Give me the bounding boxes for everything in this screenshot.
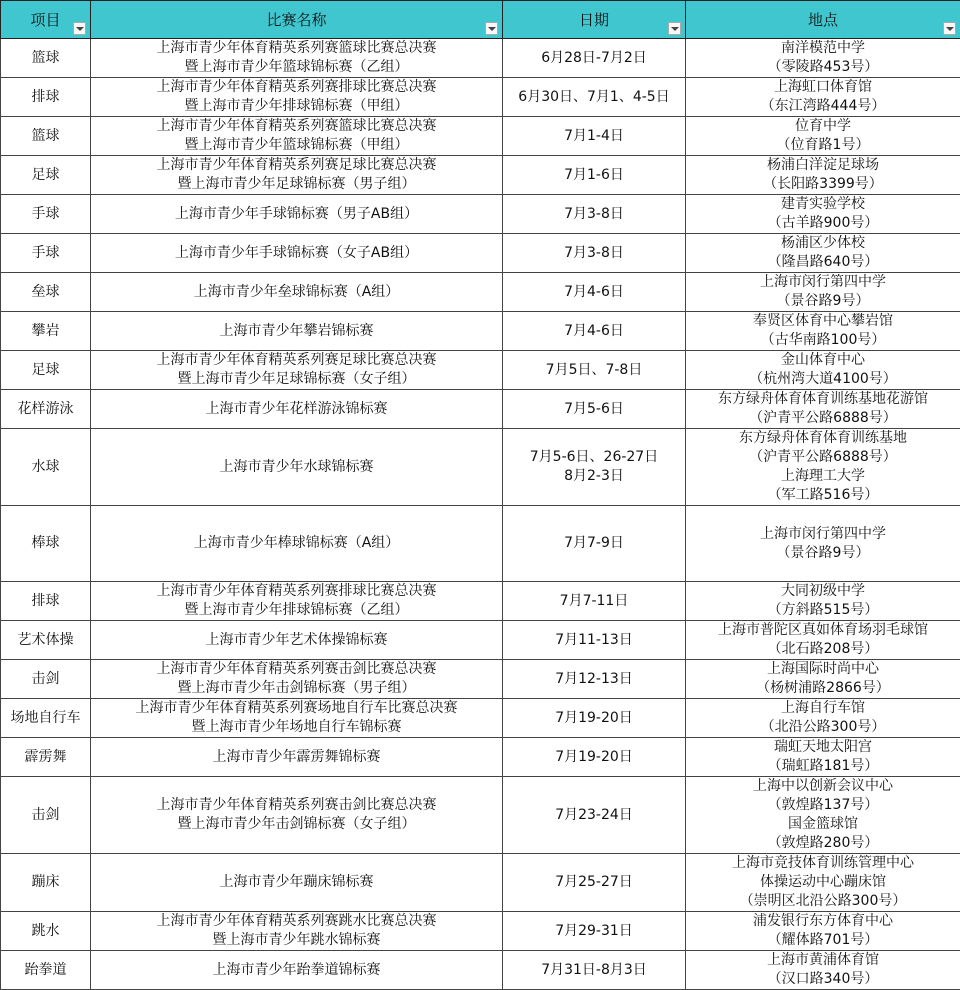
table-row: [1, 854, 960, 912]
cell-competition-name-line: 上海市青少年艺术体操锦标赛: [93, 631, 500, 650]
cell-date: [503, 429, 686, 506]
cell-date: [503, 621, 686, 660]
cell-sport: 击剑: [1, 777, 91, 854]
cell-competition-name-line: 上海市青少年体育精英系列赛排球比赛总决赛: [93, 582, 500, 601]
cell-date: [503, 660, 686, 699]
cell-venue-line: 上海市黄浦体育馆: [688, 951, 958, 970]
cell-competition-name-line: 上海市青少年体育精英系列赛排球比赛总决赛: [93, 78, 500, 97]
cell-date-line: 6月28日-7月2日: [505, 49, 683, 68]
cell-venue: [686, 951, 960, 990]
cell-sport: 蹦床: [1, 854, 91, 912]
cell-competition-name-line: 上海市青少年花样游泳锦标赛: [93, 400, 500, 419]
cell-sport: 水球: [1, 429, 91, 506]
cell-venue-line: （敦煌路137号）: [688, 796, 958, 815]
cell-date: [503, 351, 686, 390]
cell-venue-line: 金山体育中心: [688, 351, 958, 370]
cell-venue-line: 位育中学: [688, 117, 958, 136]
cell-date: [503, 117, 686, 156]
cell-date-line: 7月7-11日: [505, 592, 683, 611]
cell-date-line: 7月23-24日: [505, 806, 683, 825]
cell-venue-line: 杨浦区少体校: [688, 234, 958, 253]
cell-date: [503, 234, 686, 273]
cell-date-line: 7月1-4日: [505, 127, 683, 146]
cell-date: [503, 195, 686, 234]
cell-venue-line: 建青实验学校: [688, 195, 958, 214]
table-row: [1, 351, 960, 390]
cell-competition-name-line: 暨上海市青少年跳水锦标赛: [93, 931, 500, 950]
cell-venue-line: 东方绿舟体育体育训练基地: [688, 429, 958, 448]
cell-venue-line: （古羊路900号）: [688, 214, 958, 233]
cell-venue: [686, 156, 960, 195]
cell-venue-line: （东江湾路444号）: [688, 97, 958, 116]
filter-dropdown-icon[interactable]: [485, 22, 498, 35]
cell-venue-line: 奉贤区体育中心攀岩馆: [688, 312, 958, 331]
cell-date-line: 7月29-31日: [505, 922, 683, 941]
cell-competition-name: [91, 777, 503, 854]
cell-venue: [686, 312, 960, 351]
cell-venue-line: （汉口路340号）: [688, 970, 958, 989]
cell-venue-line: （隆昌路640号）: [688, 253, 958, 272]
cell-competition-name-line: 上海市青少年体育精英系列赛篮球比赛总决赛: [93, 117, 500, 136]
cell-sport: 篮球: [1, 117, 91, 156]
cell-venue-line: （瑞虹路181号）: [688, 757, 958, 776]
table-row: [1, 195, 960, 234]
cell-sport: 足球: [1, 156, 91, 195]
cell-venue-line: （沪青平公路6888号）: [688, 409, 958, 428]
cell-date-line: 7月31日-8月3日: [505, 961, 683, 980]
cell-competition-name-line: 暨上海市青少年足球锦标赛（男子组）: [93, 175, 500, 194]
cell-venue-line: 体操运动中心蹦床馆: [688, 873, 958, 892]
cell-competition-name-line: 上海市青少年体育精英系列赛击剑比赛总决赛: [93, 796, 500, 815]
filter-dropdown-icon[interactable]: [73, 22, 86, 35]
header-label: 比赛名称: [266, 11, 326, 29]
cell-date-line: 7月3-8日: [505, 205, 683, 224]
cell-date: [503, 273, 686, 312]
cell-venue: [686, 777, 960, 854]
cell-date: [503, 156, 686, 195]
cell-sport: 垒球: [1, 273, 91, 312]
cell-competition-name: [91, 429, 503, 506]
cell-competition-name: [91, 738, 503, 777]
cell-sport: 击剑: [1, 660, 91, 699]
table-row: [1, 660, 960, 699]
cell-venue-line: 上海市竞技体育训练管理中心: [688, 854, 958, 873]
cell-competition-name-line: 上海市青少年攀岩锦标赛: [93, 322, 500, 341]
header-row: [1, 1, 960, 39]
cell-competition-name: [91, 621, 503, 660]
table-row: [1, 234, 960, 273]
table-row: [1, 429, 960, 506]
cell-competition-name-line: 暨上海市青少年足球锦标赛（女子组）: [93, 370, 500, 389]
cell-sport: 足球: [1, 351, 91, 390]
cell-competition-name-line: 上海市青少年棒球锦标赛（A组）: [93, 534, 500, 553]
cell-date-line: 7月3-8日: [505, 244, 683, 263]
cell-competition-name: [91, 117, 503, 156]
cell-date: [503, 506, 686, 582]
table-row: [1, 156, 960, 195]
cell-competition-name: [91, 351, 503, 390]
table-row: [1, 273, 960, 312]
filter-dropdown-icon[interactable]: [668, 22, 681, 35]
cell-competition-name-line: 暨上海市青少年击剑锦标赛（女子组）: [93, 815, 500, 834]
cell-venue-line: （景谷路9号）: [688, 544, 958, 563]
cell-date-line: 7月5日、7-8日: [505, 361, 683, 380]
cell-venue: [686, 699, 960, 738]
cell-venue: [686, 117, 960, 156]
cell-sport: 攀岩: [1, 312, 91, 351]
cell-competition-name-line: 上海市青少年体育精英系列赛击剑比赛总决赛: [93, 660, 500, 679]
cell-venue: [686, 854, 960, 912]
cell-venue-line: 东方绿舟体育体育训练基地花游馆: [688, 390, 958, 409]
cell-date: [503, 78, 686, 117]
cell-competition-name-line: 上海市青少年体育精英系列赛篮球比赛总决赛: [93, 39, 500, 58]
cell-venue: [686, 506, 960, 582]
cell-venue: [686, 39, 960, 78]
cell-venue-line: （敦煌路280号）: [688, 834, 958, 853]
cell-venue: [686, 660, 960, 699]
cell-sport: 霹雳舞: [1, 738, 91, 777]
cell-competition-name: [91, 234, 503, 273]
cell-venue: [686, 621, 960, 660]
cell-date-line: 7月19-20日: [505, 709, 683, 728]
cell-competition-name: [91, 78, 503, 117]
header-label: 日期: [579, 11, 609, 29]
cell-date-line: 6月30日、7月1、4-5日: [505, 88, 683, 107]
cell-venue-line: 上海理工大学: [688, 467, 958, 486]
cell-date: [503, 912, 686, 951]
cell-competition-name: [91, 912, 503, 951]
cell-sport: 排球: [1, 582, 91, 621]
cell-competition-name-line: 暨上海市青少年排球锦标赛（乙组）: [93, 601, 500, 620]
table-row: [1, 390, 960, 429]
cell-venue-line: （杭州湾大道4100号）: [688, 370, 958, 389]
cell-sport: 棒球: [1, 506, 91, 582]
cell-competition-name-line: 上海市青少年水球锦标赛: [93, 458, 500, 477]
cell-sport: 艺术体操: [1, 621, 91, 660]
table-row: [1, 117, 960, 156]
cell-date-line: 8月2-3日: [505, 467, 683, 486]
table-row: [1, 699, 960, 738]
cell-date-line: 7月7-9日: [505, 534, 683, 553]
cell-venue: [686, 582, 960, 621]
cell-venue-line: 浦发银行东方体育中心: [688, 912, 958, 931]
cell-competition-name-line: 上海市青少年蹦床锦标赛: [93, 873, 500, 892]
cell-date: [503, 854, 686, 912]
table-row: [1, 621, 960, 660]
cell-venue-line: 大同初级中学: [688, 582, 958, 601]
cell-date-line: 7月1-6日: [505, 166, 683, 185]
cell-competition-name-line: 上海市青少年霹雳舞锦标赛: [93, 748, 500, 767]
cell-venue-line: （景谷路9号）: [688, 292, 958, 311]
cell-venue-line: （零陵路453号）: [688, 58, 958, 77]
header-label: 项目: [30, 11, 60, 29]
cell-sport: 手球: [1, 195, 91, 234]
cell-date-line: 7月5-6日: [505, 400, 683, 419]
cell-date: [503, 312, 686, 351]
cell-competition-name-line: 上海市青少年跆拳道锦标赛: [93, 961, 500, 980]
header-venue: [686, 1, 960, 39]
cell-venue-line: 上海市闵行第四中学: [688, 273, 958, 292]
header-label: 地点: [808, 11, 838, 29]
cell-venue: [686, 195, 960, 234]
cell-date: [503, 582, 686, 621]
cell-venue: [686, 912, 960, 951]
cell-venue-line: （方斜路515号）: [688, 601, 958, 620]
table-row: [1, 777, 960, 854]
cell-competition-name: [91, 390, 503, 429]
cell-venue-line: （古华南路100号）: [688, 331, 958, 350]
cell-competition-name-line: 上海市青少年体育精英系列赛足球比赛总决赛: [93, 351, 500, 370]
cell-venue-line: 上海国际时尚中心: [688, 660, 958, 679]
cell-competition-name: [91, 660, 503, 699]
filter-dropdown-icon[interactable]: [943, 22, 956, 35]
cell-date: [503, 390, 686, 429]
cell-venue: [686, 351, 960, 390]
cell-competition-name-line: 上海市青少年手球锦标赛（男子AB组）: [93, 205, 500, 224]
cell-venue-line: （军工路516号）: [688, 486, 958, 505]
cell-competition-name-line: 暨上海市青少年击剑锦标赛（男子组）: [93, 679, 500, 698]
cell-date-line: 7月12-13日: [505, 670, 683, 689]
cell-competition-name-line: 暨上海市青少年篮球锦标赛（乙组）: [93, 58, 500, 77]
cell-venue-line: 上海中以创新会议中心: [688, 777, 958, 796]
cell-date-line: 7月19-20日: [505, 748, 683, 767]
cell-date-line: 7月11-13日: [505, 631, 683, 650]
table-row: [1, 39, 960, 78]
cell-competition-name: [91, 506, 503, 582]
cell-date: [503, 777, 686, 854]
cell-date: [503, 951, 686, 990]
cell-venue-line: （北沿公路300号）: [688, 718, 958, 737]
cell-sport: 跆拳道: [1, 951, 91, 990]
cell-sport: 跳水: [1, 912, 91, 951]
header-competition-name: [91, 1, 503, 39]
cell-competition-name: [91, 951, 503, 990]
cell-sport: 篮球: [1, 39, 91, 78]
cell-competition-name: [91, 699, 503, 738]
table-row: [1, 506, 960, 582]
cell-venue-line: （杨树浦路2866号）: [688, 679, 958, 698]
cell-venue-line: 国金篮球馆: [688, 815, 958, 834]
cell-competition-name-line: 暨上海市青少年篮球锦标赛（甲组）: [93, 136, 500, 155]
cell-venue: [686, 78, 960, 117]
cell-competition-name-line: 上海市青少年手球锦标赛（女子AB组）: [93, 244, 500, 263]
table-row: [1, 78, 960, 117]
header-date: [503, 1, 686, 39]
header-sport: [1, 1, 91, 39]
cell-venue-line: （北石路208号）: [688, 640, 958, 659]
cell-date-line: 7月4-6日: [505, 322, 683, 341]
cell-competition-name: [91, 273, 503, 312]
cell-venue-line: （沪青平公路6888号）: [688, 448, 958, 467]
cell-venue-line: （崇明区北沿公路300号）: [688, 892, 958, 911]
table-row: [1, 951, 960, 990]
cell-competition-name: [91, 39, 503, 78]
cell-competition-name-line: 上海市青少年体育精英系列赛足球比赛总决赛: [93, 156, 500, 175]
cell-venue-line: （位育路1号）: [688, 136, 958, 155]
table-row: [1, 912, 960, 951]
cell-competition-name-line: 上海市青少年体育精英系列赛跳水比赛总决赛: [93, 912, 500, 931]
cell-sport: 花样游泳: [1, 390, 91, 429]
cell-competition-name: [91, 156, 503, 195]
cell-venue-line: （耀体路701号）: [688, 931, 958, 950]
cell-competition-name-line: 暨上海市青少年场地自行车锦标赛: [93, 718, 500, 737]
cell-venue: [686, 234, 960, 273]
cell-sport: 排球: [1, 78, 91, 117]
cell-sport: 手球: [1, 234, 91, 273]
cell-venue: [686, 273, 960, 312]
cell-competition-name-line: 暨上海市青少年排球锦标赛（甲组）: [93, 97, 500, 116]
cell-date-line: 7月4-6日: [505, 283, 683, 302]
cell-venue-line: （长阳路3399号）: [688, 175, 958, 194]
cell-venue-line: 南洋模范中学: [688, 39, 958, 58]
cell-venue: [686, 390, 960, 429]
cell-venue-line: 上海市普陀区真如体育场羽毛球馆: [688, 621, 958, 640]
cell-date: [503, 699, 686, 738]
cell-venue-line: 上海自行车馆: [688, 699, 958, 718]
cell-competition-name: [91, 854, 503, 912]
table-row: [1, 582, 960, 621]
cell-competition-name: [91, 582, 503, 621]
cell-competition-name-line: 上海市青少年垒球锦标赛（A组）: [93, 283, 500, 302]
cell-date: [503, 738, 686, 777]
cell-date: [503, 39, 686, 78]
table-row: [1, 312, 960, 351]
cell-venue-line: 上海虹口体育馆: [688, 78, 958, 97]
cell-venue: [686, 738, 960, 777]
cell-venue-line: 上海市闵行第四中学: [688, 525, 958, 544]
cell-competition-name: [91, 312, 503, 351]
cell-venue-line: 瑞虹天地太阳宫: [688, 738, 958, 757]
cell-date-line: 7月25-27日: [505, 873, 683, 892]
table-row: [1, 738, 960, 777]
cell-venue: [686, 429, 960, 506]
cell-sport: 场地自行车: [1, 699, 91, 738]
cell-competition-name: [91, 195, 503, 234]
cell-venue-line: 杨浦白洋淀足球场: [688, 156, 958, 175]
cell-date-line: 7月5-6日、26-27日: [505, 448, 683, 467]
cell-competition-name-line: 上海市青少年体育精英系列赛场地自行车比赛总决赛: [93, 699, 500, 718]
table-body: [1, 39, 960, 990]
